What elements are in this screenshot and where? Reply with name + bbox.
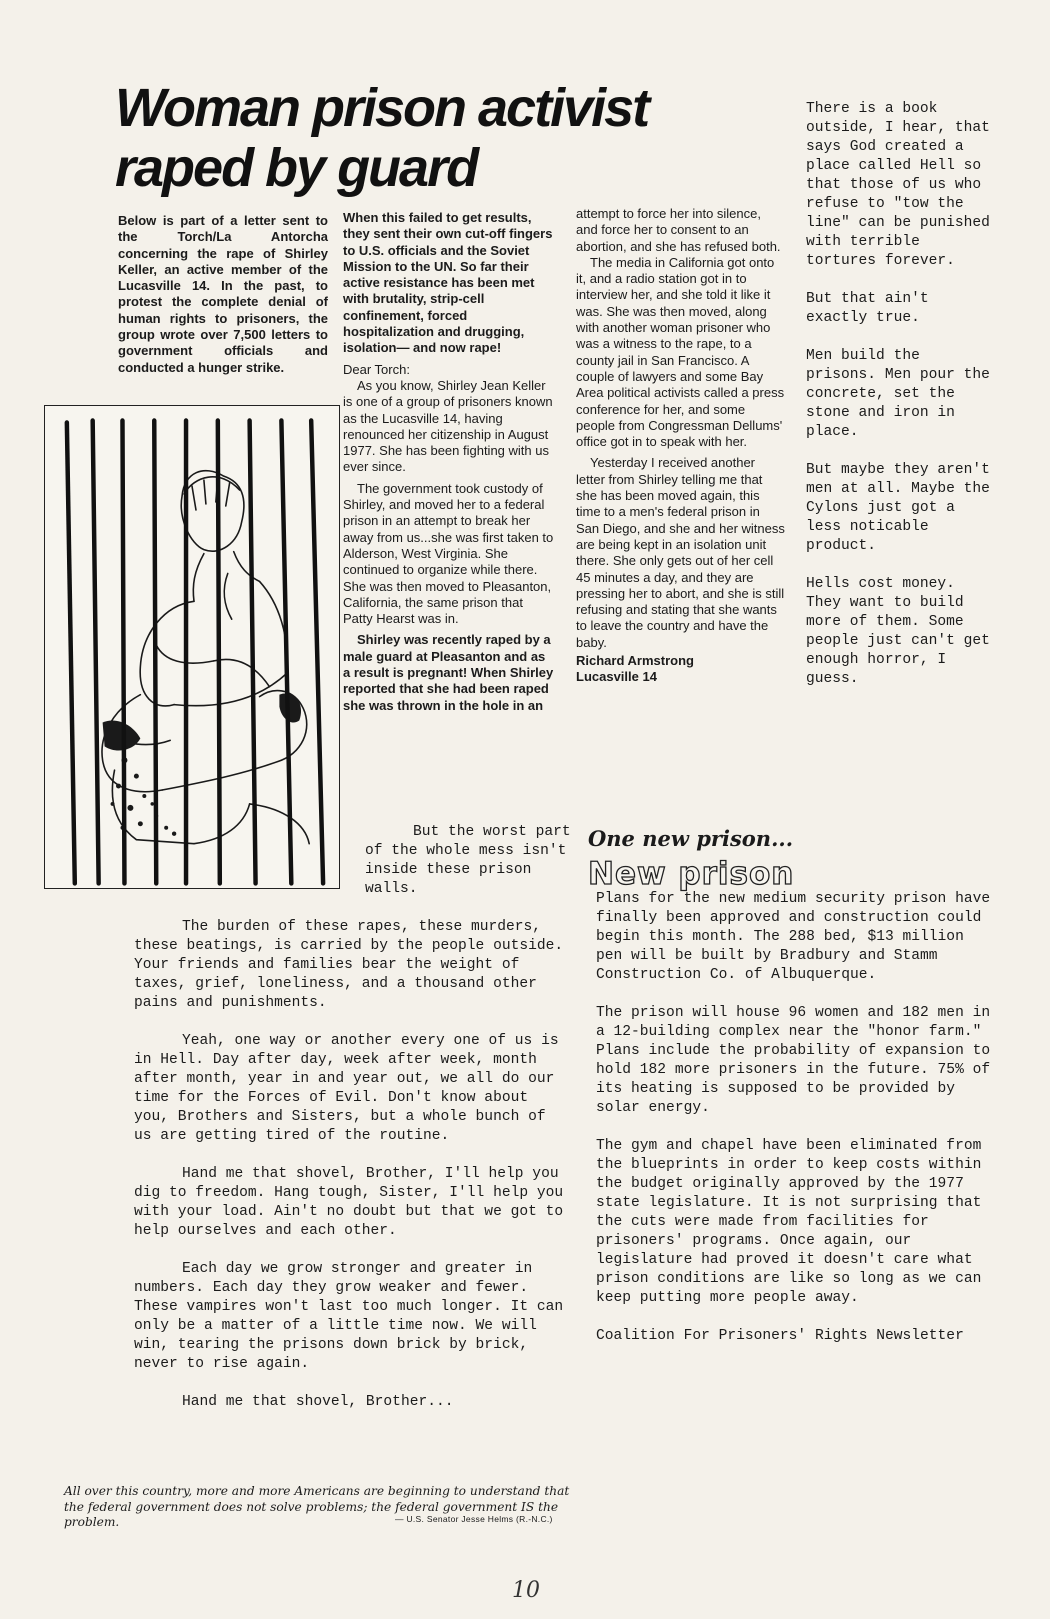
poem-stanza: Men build the prisons. Men pour the concrete, set the stone and iron in place. — [806, 348, 990, 440]
quote-attribution: — U.S. Senator Jesse Helms (R.-N.C.) — [395, 1514, 553, 1524]
body-paragraph: Hand me that shovel, Brother, I'll help you dig to freedom. Hang tough, Sister, I'll help you with your load. Ain't no doubt but that we got to help ourselves and each other. — [134, 1166, 564, 1239]
letter-paragraph: attempt to force her into silence, and force her to consent to an abortion, and she has refused both. — [576, 206, 781, 254]
poem-column — [806, 100, 991, 708]
letter-paragraph: The media in California got onto it, and a radio station got in to interview her, and she told it like it was. She was then moved, along with another woman prisoner who was a witness to the rape, to a county jail in San Francisco. A couple of lawyers and some Bay Area political activists called a press conference for her, and some people from Congressman Dellums' office got in to speak with her. — [576, 254, 785, 450]
page-number: 10 — [512, 1578, 540, 1603]
new-prison-article — [596, 890, 996, 1365]
article-headline: Woman prison activist raped by guard — [115, 78, 649, 198]
poem-stanza: But that ain't exactly true. — [806, 291, 929, 326]
letter-paragraph: As you know, Shirley Jean Keller is one of a group of prisoners known as the Lucasville 14, having renounced her citizenship in August 1977. She has been fighting with us ever since. — [343, 377, 553, 475]
new-prison-title: New prison — [588, 856, 795, 892]
letter-signature-name: Richard Armstrong — [576, 653, 694, 669]
letter-salutation: Dear Torch: — [343, 361, 410, 377]
handwritten-subtitle: One new prison... — [588, 826, 794, 851]
body-paragraph: Hand me that shovel, Brother... — [182, 1394, 454, 1410]
new-prison-source: Coalition For Prisoners' Rights Newsletter — [596, 1328, 964, 1344]
letter-paragraph: Shirley was recently raped by a male guard at Pleasanton and as a result is pregnant! When Shirley reported that she had been raped she was thrown in the hole in an — [343, 632, 554, 713]
body-paragraph: Yeah, one way or another every one of us is in Hell. Day after day, week after week, month after month, year in and year out, we all do our time for the Forces of Evil. Don't know about you, Brothers and Sisters, but a whole bunch of us are getting tired of the routine. — [134, 1033, 559, 1144]
article-intro: Below is part of a letter sent to the Torch/La Antorcha concerning the rape of Shirley Keller, an active member of the Lucasville 14. In the past, to protest the complete denial of human rights to prisoners, the group wrote over 7,500 letters to government officials and conducted a hunger strike. — [118, 213, 328, 375]
article-column-3 — [576, 206, 786, 686]
new-prison-paragraph: The prison will house 96 women and 182 men in a 12-building complex near the "honor farm." Plans include the probability of expansion to hold 182 more prisoners in the future. 75% of its heating is supposed to be provided by solar energy. — [596, 1005, 991, 1116]
poem-stanza: But maybe they aren't men at all. Maybe the Cylons just got a less noticable product. — [806, 462, 990, 554]
article-column-2 — [343, 210, 555, 719]
intro-continuation: When this failed to get results, they sent their own cut-off fingers to U.S. officials and the Soviet Mission to the UN. So far their active resistance has been met with brutality, strip-cell confinement, forced hospitalization and drugging, isolation— and now rape! — [343, 210, 553, 356]
poem-stanza: Hells cost money. They want to build more of them. Some people just can't get enough horror, I guess. — [806, 576, 990, 687]
typed-body-column — [134, 918, 570, 1431]
new-prison-paragraph: Plans for the new medium security prison have finally been approved and construction could begin this month. The 288 bed, $13 million pen will be built by Bradbury and Stamm Construction Co. of Albuquerque. — [596, 891, 991, 983]
worst-part-paragraph: But the worst part of the whole mess isn't inside these prison walls. — [365, 824, 571, 897]
poem-stanza: There is a book outside, I hear, that says God created a place called Hell so that those of us who refuse to "tow the line" can be punished with terrible tortures forever. — [806, 101, 990, 269]
body-paragraph: Each day we grow stronger and greater in numbers. Each day they grow weaker and fewer. These vampires won't last too much longer. It can only be a matter of a little time now. We will win, tearing the prisons down brick by brick, never to rise again. — [134, 1261, 564, 1372]
prisoner-behind-bars-illustration — [44, 405, 340, 889]
letter-paragraph: Yesterday I received another letter from Shirley telling me that she has been moved again, this time to a men's federal prison in San Diego, and she and her witness are being kept in an isolation unit there. She only gets out of her cell 45 minutes a day, and they are pressing her to abort, and she is still refusing and stating that she wants to leave the country and have the baby. — [576, 455, 785, 650]
body-paragraph: The burden of these rapes, these murders, these beatings, is carried by the people outside. Your friends and families bear the weight of taxes, grief, loneliness, and a thousand other pains and punishments. — [134, 919, 564, 1011]
letter-signature-group: Lucasville 14 — [576, 669, 657, 685]
helms-quote: All over this country, more and more Americans are beginning to understand that the federal government does not solve problems; the federal government IS the problem. — [64, 1484, 570, 1529]
new-prison-paragraph: The gym and chapel have been eliminated from the blueprints in order to keep costs within the budget originally approved by the 1977 state legislature. It is not surprising that the cuts were made from facilities for prisoners' programs. Once again, our legislature had proved it doesn't care what prison conditions are like so long as we can keep putting more people away. — [596, 1138, 982, 1306]
letter-paragraph: The government took custody of Shirley, and moved her to a federal prison in an attempt to break her away from us...she was first taken to Alderson, West Virginia. She continued to organize while there. She was then moved to Pleasanton, California, the same prison that Patty Hearst was in. — [343, 480, 554, 627]
